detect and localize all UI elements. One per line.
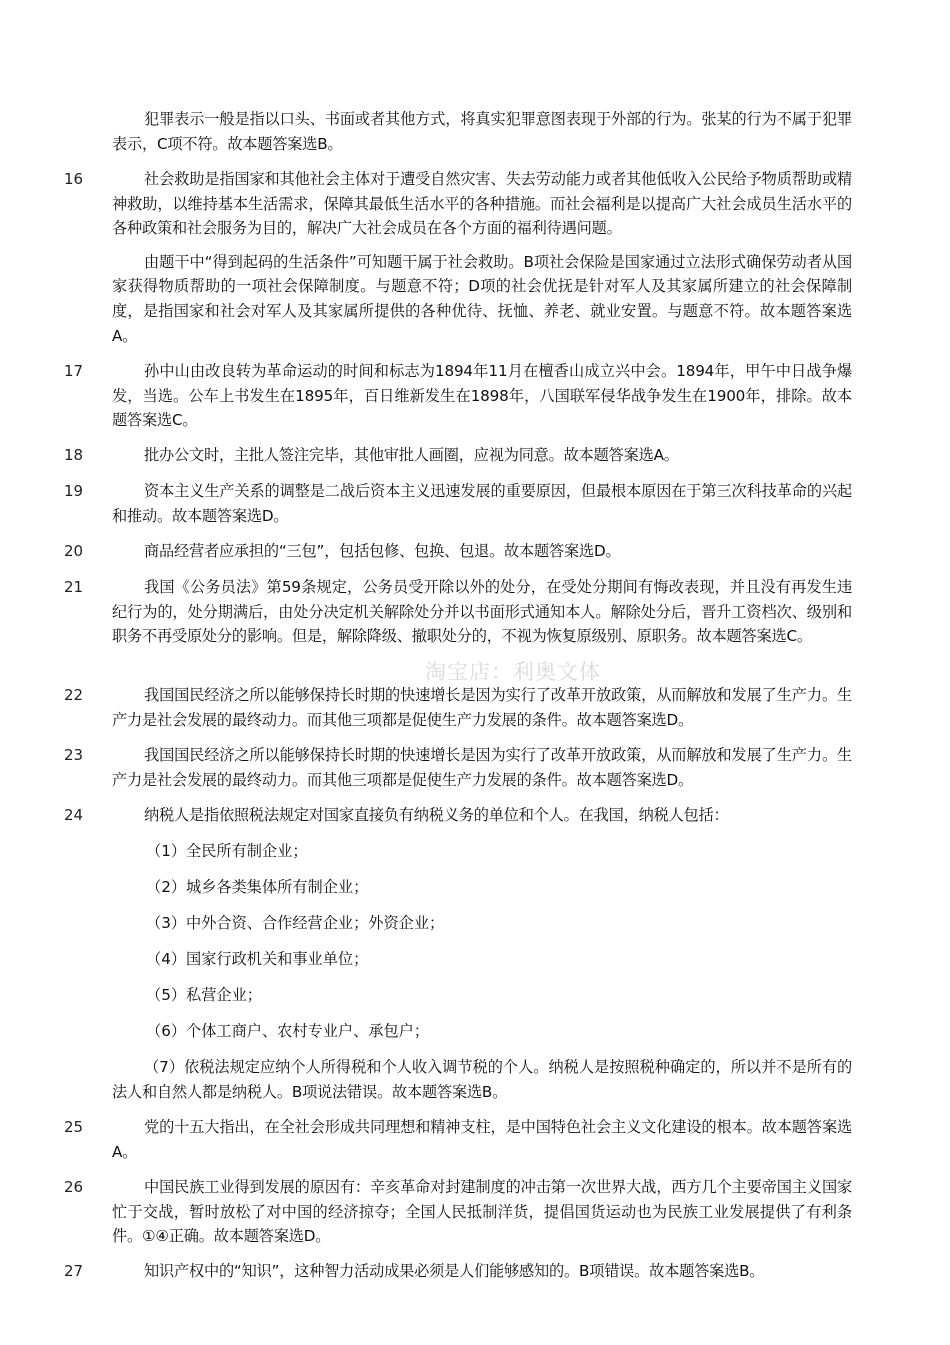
answer-15-continuation [0,107,950,156]
question-number: 21 [64,578,84,596]
answer-text: （7）依税法规定应纳个人所得税和个人收入调节税的个人。纳税人是按照税种确定的，所以并不是所有的法人和自然人都是纳税人。B项说法错误。故本题答案选B。 [112,1058,852,1101]
question-number: 24 [64,806,84,824]
question-number: 20 [64,542,84,560]
question-number: 23 [64,746,84,764]
answer-27 [0,1259,950,1284]
answer-26 [0,1175,950,1249]
answer-18 [0,443,950,468]
answer-text: 我国国民经济之所以能够保持长时期的快速增长是因为实行了改革开放政策，从而解放和发展了生产力。生产力是社会发展的最终动力。而其他三项都是促使生产力发展的条件。故本题答案选D。 [112,686,852,729]
answer-22 [0,683,950,732]
answer-24 [0,803,950,828]
question-number: 19 [64,482,84,500]
answer-text: 知识产权中的“知识”，这种智力活动成果必须是人们能够感知的。B项错误。故本题答案选B。 [144,1262,765,1280]
answer-20 [0,539,950,564]
question-number: 18 [64,446,84,464]
answer-16 [0,167,950,348]
answer-21 [0,575,950,649]
answer-23 [0,743,950,792]
question-number: 22 [64,686,84,704]
question-number: 26 [64,1178,84,1196]
watermark: 淘宝店：利奥文体 [425,660,601,684]
question-number: 25 [64,1118,84,1136]
answer-text: 社会救助是指国家和其他社会主体对于遭受自然灾害、失去劳动能力或者其他低收入公民给予物质帮助或精神救助，以维持基本生活需求，保障其最低生活水平的各种措施。而社会福利是以提高广大社会成员生活水平的各种政策和社会服务为目的，解决广大社会成员在各个方面的福利待遇问题。 [112,170,852,238]
question-number: 17 [64,362,84,380]
answer-25 [0,1115,950,1164]
answer-text: 我国国民经济之所以能够保持长时期的快速增长是因为实行了改革开放政策，从而解放和发展了生产力。生产力是社会发展的最终动力。而其他三项都是促使生产力发展的条件。故本题答案选D。 [112,746,852,789]
answer-text: 批办公文时，主批人签注完毕，其他审批人画圈，应视为同意。故本题答案选A。 [144,446,679,464]
answer-text: 由题干中“得到起码的生活条件”可知题干属于社会救助。B项社会保险是国家通过立法形式确保劳动者从国家获得物质帮助的一项社会保障制度。与题意不符；D项的社会优抚是针对军人及其家属所建立的社会保障制度，是指国家和社会对军人及其家属所提供的各种优待、抚恤、养老、就业安置。与题意不符。故本题答案选A。 [112,252,852,345]
answer-24-conclusion [0,1055,950,1104]
answer-19 [0,479,950,528]
list-item: （6）个体工商户、农村专业户、承包户； [146,1022,430,1040]
answer-text: 商品经营者应承担的“三包”，包括包修、包换、包退。故本题答案选D。 [144,542,621,560]
question-number: 16 [64,170,84,188]
answer-text: 孙中山由改良转为革命运动的时间和标志为1894年11月在檀香山成立兴中会。1894年，甲午中日战争爆发，当选。公车上书发生在1895年，百日维新发生在1898年，八国联军侵华战争发生在1900年，排除。故本题答案选C。 [112,362,852,430]
list-item: （5）私营企业； [146,986,262,1004]
list-item: （4）国家行政机关和事业单位； [146,950,369,968]
question-number: 27 [64,1262,84,1280]
answer-text: 党的十五大指出，在全社会形成共同理想和精神支柱，是中国特色社会主义文化建设的根本。故本题答案选A。 [112,1118,852,1161]
answer-text: 我国《公务员法》第59条规定，公务员受开除以外的处分，在受处分期间有悔改表现，并且没有再发生违纪行为的，处分期满后，由处分决定机关解除处分并以书面形式通知本人。解除处分后，晋升工资档次、级别和职务不再受原处分的影响。但是，解除降级、撤职处分的，不视为恢复原级别、原职务。故本题答案选C。 [112,578,852,646]
answer-text: 资本主义生产关系的调整是二战后资本主义迅速发展的重要原因，但最根本原因在于第三次科技革命的兴起和推动。故本题答案选D。 [112,482,852,525]
answer-text: 犯罪表示一般是指以口头、书面或者其他方式，将真实犯罪意图表现于外部的行为。张某的行为不属于犯罪表示，C项不符。故本题答案选B。 [112,110,852,153]
list-item: （1）全民所有制企业； [146,842,308,860]
list-item: （2）城乡各类集体所有制企业； [146,878,369,896]
answer-17 [0,359,950,433]
answer-text: 纳税人是指依照税法规定对国家直接负有纳税义务的单位和个人。在我国，纳税人包括： [144,806,729,824]
list-item: （3）中外合资、合作经营企业；外资企业； [146,914,445,932]
answer-text: 中国民族工业得到发展的原因有：辛亥革命对封建制度的冲击第一次世界大战，西方几个主要帝国主义国家忙于交战，暂时放松了对中国的经济掠夺；全国人民抵制洋货，提倡国货运动也为民族工业发展提供了有利条件。①④正确。故本题答案选D。 [112,1178,852,1246]
